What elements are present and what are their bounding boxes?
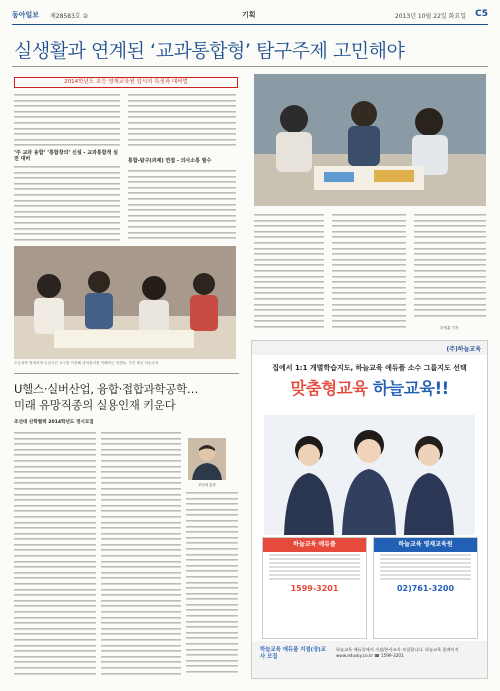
- article2-col-1: [14, 430, 96, 680]
- edition-number: 제28583호 ②: [50, 13, 88, 20]
- article2-subhead: 조선대 산학협력 2014학년도 정시모집: [14, 420, 94, 425]
- ad-footer-title: 하늘교육 애듀플 지점(장)교사 모집: [260, 647, 326, 660]
- ad-card-gifted-phone: 02)761-3200: [396, 584, 455, 593]
- ad-subtitle: 집에서 1:1 개별학습지도, 하늘교육 애듀플 소수 그룹지도 선택: [272, 364, 467, 372]
- classroom-photo: [254, 74, 486, 206]
- ad-title: [252, 375, 487, 399]
- masthead-divider: [12, 24, 488, 25]
- ad-card-eduple[interactable]: [262, 537, 367, 639]
- article-col-2a: [128, 92, 236, 152]
- article-subhead-1: ‘주 교과 융합’ ‘통합창의’ 신설 - 교과통합적 실전 대비: [14, 150, 118, 162]
- article2-headline: [14, 381, 239, 413]
- article-subhead-2: 통합-탐구(과제) 면접 - 의사소통 필수: [128, 158, 212, 164]
- article2-headline-line1: U헬스·실버산업, 융합·접합과학공학…: [14, 382, 199, 396]
- article-col-1a: [14, 92, 120, 147]
- page-number: C5: [475, 9, 488, 19]
- ad-students-image: [264, 415, 475, 535]
- article-col-3: [254, 212, 324, 334]
- students-photo: [14, 246, 236, 359]
- ad-title-part1: 맞춤형교육: [290, 379, 368, 398]
- ad-title-part2: 하늘교육!!: [372, 379, 449, 398]
- ad-logo: (주)하늘교육: [446, 346, 481, 353]
- page-headline: 실생활과 연계된 ‘교과통합형’ 탐구주제 고민해야: [14, 40, 405, 62]
- article-col-4: [332, 212, 406, 334]
- article-col-2b: [128, 168, 236, 242]
- byline: 하정훈 기자: [440, 326, 459, 330]
- ad-card-eduple-phone: 1599-3201: [290, 584, 339, 593]
- advertisement[interactable]: [251, 340, 488, 679]
- ad-card-gifted[interactable]: [373, 537, 478, 639]
- masthead: [12, 10, 488, 24]
- ad-card-eduple-header: 하늘교육 애듀플: [263, 538, 366, 552]
- issue-date: 2013년 10월 22일 화요일: [394, 13, 466, 20]
- article2-col-3: [186, 490, 238, 680]
- ad-footer-text: 하늘교육 애듀플에서 지점/본사교사 모집합니다. 하늘교육 홈페이지 www.edusky.co.kr ☎ 1599-3201: [336, 647, 459, 658]
- section-divider: [14, 373, 239, 374]
- article-col-1b: [14, 164, 120, 242]
- article2-col-2: [101, 430, 181, 680]
- article-col-5: [414, 212, 486, 322]
- article2-headline-line2: 미래 유망직종의 실용인재 키운다: [14, 398, 176, 412]
- portrait-caption: 조선대 총장: [198, 483, 216, 487]
- newspaper-logo: 동아일보: [12, 11, 40, 19]
- ad-footer: [252, 641, 487, 678]
- article-subhead-box: 2014학년도 초등 영재교육원 입시의 특징과 대비법: [14, 77, 238, 88]
- ad-header-bar: [252, 341, 487, 355]
- headline-divider: [12, 66, 488, 67]
- ad-card-gifted-header: 하늘교육 영재교육원: [374, 538, 477, 552]
- photo-caption: 초등과학 영재과정 수업시간 교구를 이용해 과학원리를 이해하는 학생들. 사진 제공 하늘교육: [14, 361, 159, 365]
- portrait-photo: [188, 438, 226, 480]
- section-label: 기획: [242, 11, 256, 19]
